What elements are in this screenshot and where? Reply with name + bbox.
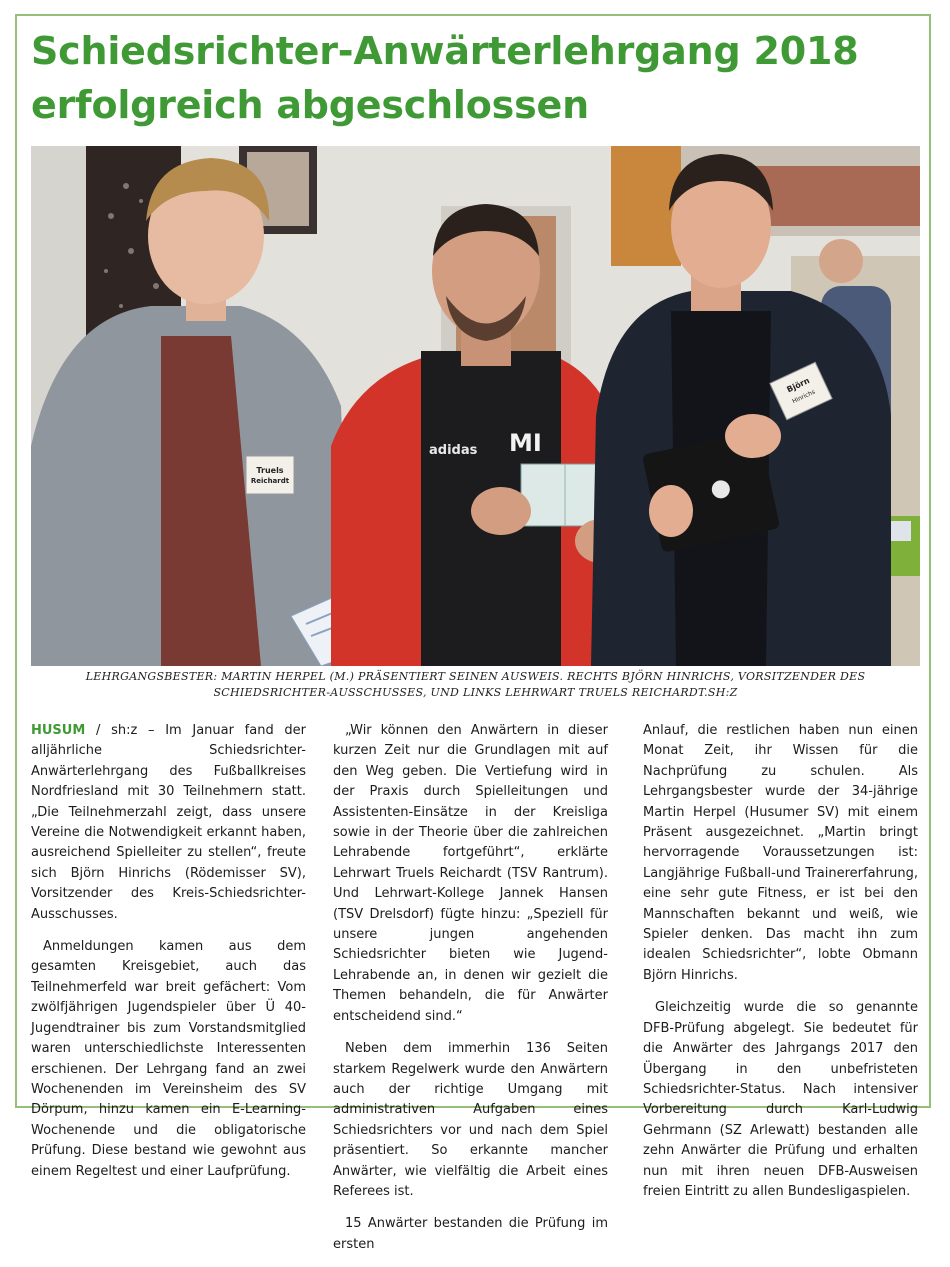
headline: Schiedsrichter-Anwärterlehrgang 2018 erfolgreich abgeschlossen bbox=[31, 29, 859, 127]
column-2 bbox=[333, 721, 608, 1267]
badge-left-line2: Reichardt bbox=[250, 477, 290, 485]
paragraph-1 bbox=[31, 721, 306, 925]
badge-left-line1: Truels bbox=[256, 466, 284, 475]
badge-right-line1: Björn bbox=[785, 375, 812, 395]
column-1 bbox=[31, 721, 306, 1194]
paragraph-5-start: 15 Anwärter bestanden die Prüfung im ersten bbox=[333, 1216, 608, 1252]
paragraph-1-text: Im Januar fand der alljährliche Schiedsrichter-Anwärterlehrgang des Fußballkreises Nordfriesland mit 30 Teilnehmern statt. „Die Teilnehmerzahl zeigt, dass unsere Vereine die Notwendigkeit erkannt haben, ausreichend Spielleiter zu stellen“, freute sich Björn Hinrichs (Rödemisser SV), Vorsitzender des Kreis-Schiedsrichter-Ausschusses. bbox=[31, 723, 306, 922]
paragraph-3: „Wir können den Anwärtern in dieser kurzen Zeit nur die Grundlagen mit auf den Weg geben. Die Vertiefung wird in der Praxis durch Spielleitungen und Assistenten-Einsätze in der Kreisliga sowie in der Theorie über die zahlreichen Lehrabende fortgeführt“, erklärte Lehrwart Truels Reichardt (TSV Rantrum). Und Lehrwart-Kollege Jannek Hansen (TSV Drelsdorf) fügte hinzu: „Speziell für unsere jungen angehenden Schiedsrichter bieten wie Jugend-Lehrabende an, in denen wir gezielt die Themen behandeln, die für Anwärter entscheidend sind.“ bbox=[333, 723, 608, 1024]
shirt-text: MI bbox=[509, 429, 542, 457]
article-photo bbox=[31, 146, 920, 666]
paragraph-6: Gleichzeitig wurde die so genannte DFB-Prüfung abgelegt. Sie bedeutet für die Anwärter des Jahrgangs 2017 den Übergang in den unbefristeten Schiedsrichter-Status. Nach intensiver Vorbereitung durch Karl-Ludwig Gehrmann (SZ Arlewatt) bestanden alle zehn Anwärter die Prüfung und erhalten nun mit ihren neuen DFB-Ausweisen freien Eintritt zu allen Bundesligaspielen. bbox=[643, 1000, 918, 1199]
paragraph-2: Anmeldungen kamen aus dem gesamten Kreisgebiet, auch das Teilnehmerfeld war breit gefächert: Vom zwölfjährigen Jugendspieler über Ü 40-Jugendtrainer bis zum Vorstandsmitglied waren unterschiedlichste Interessenten erschienen. Der Lehrgang fand an zwei Wochenenden im Vereinsheim des SV Dörpum, hinzu kamen ein E-Learning-Wochenende und die obligatorische Prüfung. Diese bestand wie gewohnt aus einem Regeltest und einer Laufprüfung. bbox=[31, 939, 306, 1179]
badge-right-line2: Hinrichs bbox=[791, 388, 817, 406]
paragraph-4: Neben dem immerhin 136 Seiten starkem Regelwerk wurde den Anwärtern auch der richtige Umgang mit administrativen Aufgaben eines Schiedsrichters vor und nach dem Spiel präsentiert. So erkannte mancher Anwärter, wie vielfältig die Arbeit eines Referees ist. bbox=[333, 1041, 608, 1199]
paragraph-5-cont: Anlauf, die restlichen haben nun einen Monat Zeit, ihr Wissen für die Nachprüfung zu schulen. Als Lehrgangsbester wurde der 34-jährige Martin Herpel (Husumer SV) mit einem Präsent ausgezeichnet. „Martin bringt hervorragende Voraussetzungen ist: Langjährige Fußball-und Trainererfahrung, eine sehr gute Fitness, er ist bei den Mannschaften bekannt und weiß, wie Spieler denken. Das macht ihn zum idealen Schiedsrichter“, lobte Obmann Björn Hinrichs. bbox=[643, 723, 918, 983]
shirt-brand: adidas bbox=[429, 443, 478, 458]
dateline-place: HUSUM bbox=[31, 723, 86, 738]
column-3 bbox=[643, 721, 918, 1214]
dateline-source: / sh:z – bbox=[85, 723, 166, 738]
photo-caption: LEHRGANGSBESTER: MARTIN HERPEL (M.) PRÄSENTIERT SEINEN AUSWEIS. RECHTS BJÖRN HINRICHS, VORSITZENDER DES SCHIEDSRICHTER-AUSSCHUSSES, UND LINKS LEHRWART TRUELS REICHARDT.SH:Z bbox=[85, 670, 866, 699]
